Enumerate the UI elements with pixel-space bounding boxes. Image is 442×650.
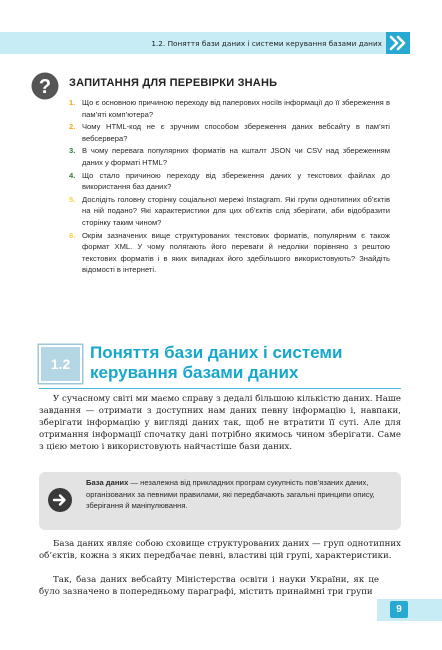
question-text: В чому перевага популярних форматів на кшталт JSON чи CSV над збереженням даних у форматі HTML? <box>82 146 390 167</box>
question-item <box>64 230 390 276</box>
question-item <box>64 121 390 144</box>
question-number: 3. <box>69 146 76 156</box>
question-text: Окрім зазначених вище структурованих текстових форматів, популярним є також формат XML. У чому полягають його переваги й недоліки порівняно з рештою текстових форматів і в яких випадках його здебільшого використовують? Знайдіть відомості в інтернеті. <box>82 230 390 275</box>
arrow-right-circle-icon <box>48 488 72 512</box>
page-number: 9 <box>390 601 408 618</box>
paragraph-2: База даних являє собою сховище структурованих даних — груп однотипних об’єктів, кожна з яких передбачає певні, властиві цій групі, характеристики. <box>39 539 401 562</box>
question-circle-icon <box>31 72 59 100</box>
questions-title: ЗАПИТАННЯ ДЛЯ ПЕРЕВІРКИ ЗНАНЬ <box>69 77 278 89</box>
definition-body: — незалежна від прикладних програм сукупність пов’язаних даних, організованих за певними правилами, які передбачають загальні принципи опису, зберігання й маніпулювання. <box>86 478 375 511</box>
question-text: Що стало причиною переходу від збереження даних у текстових файлах до використання баз даних? <box>82 170 390 192</box>
questions-list <box>64 97 390 277</box>
question-item <box>64 170 390 193</box>
question-item <box>64 145 390 168</box>
question-item <box>64 194 390 229</box>
section-title: Поняття бази даних і системи керування базами даних <box>90 343 343 382</box>
definition-text <box>86 477 391 512</box>
svg-text:?: ? <box>38 76 52 98</box>
paragraph-1: У сучасному світі ми маємо справу з дедалі більшою кількістю даних. Наше завдання — отримати з доступних нам даних певну інформацію і, навпаки, зберігати інформацію у вигляді даних так, щоб не втратити її суті. Але для отримання інформації спочатку дані потрібно якимось чином зберігати. Саме з цією метою і використовують найчастіше бази даних. <box>39 394 401 453</box>
section-number: 1.2 <box>50 356 71 372</box>
header-title: 1.2. Поняття бази даних і системи керування базами даних <box>151 39 382 48</box>
paragraph-3: Так, база даних вебсайту Міністерства освіти і науки України, як це було зазначено в попередньому параграфі, містить принаймні три групи <box>39 575 379 598</box>
question-number: 1. <box>69 98 76 107</box>
question-number: 6. <box>69 230 76 240</box>
page-number-bar <box>377 599 442 621</box>
section-divider <box>39 388 401 389</box>
question-number: 2. <box>69 122 76 132</box>
question-item <box>64 97 390 120</box>
section-number-badge <box>39 345 82 383</box>
double-chevron-right-icon <box>386 32 410 54</box>
question-number: 4. <box>69 170 76 180</box>
question-number: 5. <box>69 194 76 204</box>
question-text: Що є основною причиною переходу від паперових носіїв інформації до її збереження в пам’яті комп’ютера? <box>82 98 390 119</box>
question-text: Дослідіть головну сторінку соціальної мережі Instagram. Які групи однотипних об’єктів на ній подано? Які характеристики для цих об’єктів слід зберігати, аби відобразити сторінку таким чином? <box>82 194 390 227</box>
question-text: Чому HTML-код не є зручним способом збереження даних вебсайту в пам’яті вебсервера? <box>82 122 390 143</box>
definition-term: База даних <box>86 478 129 487</box>
